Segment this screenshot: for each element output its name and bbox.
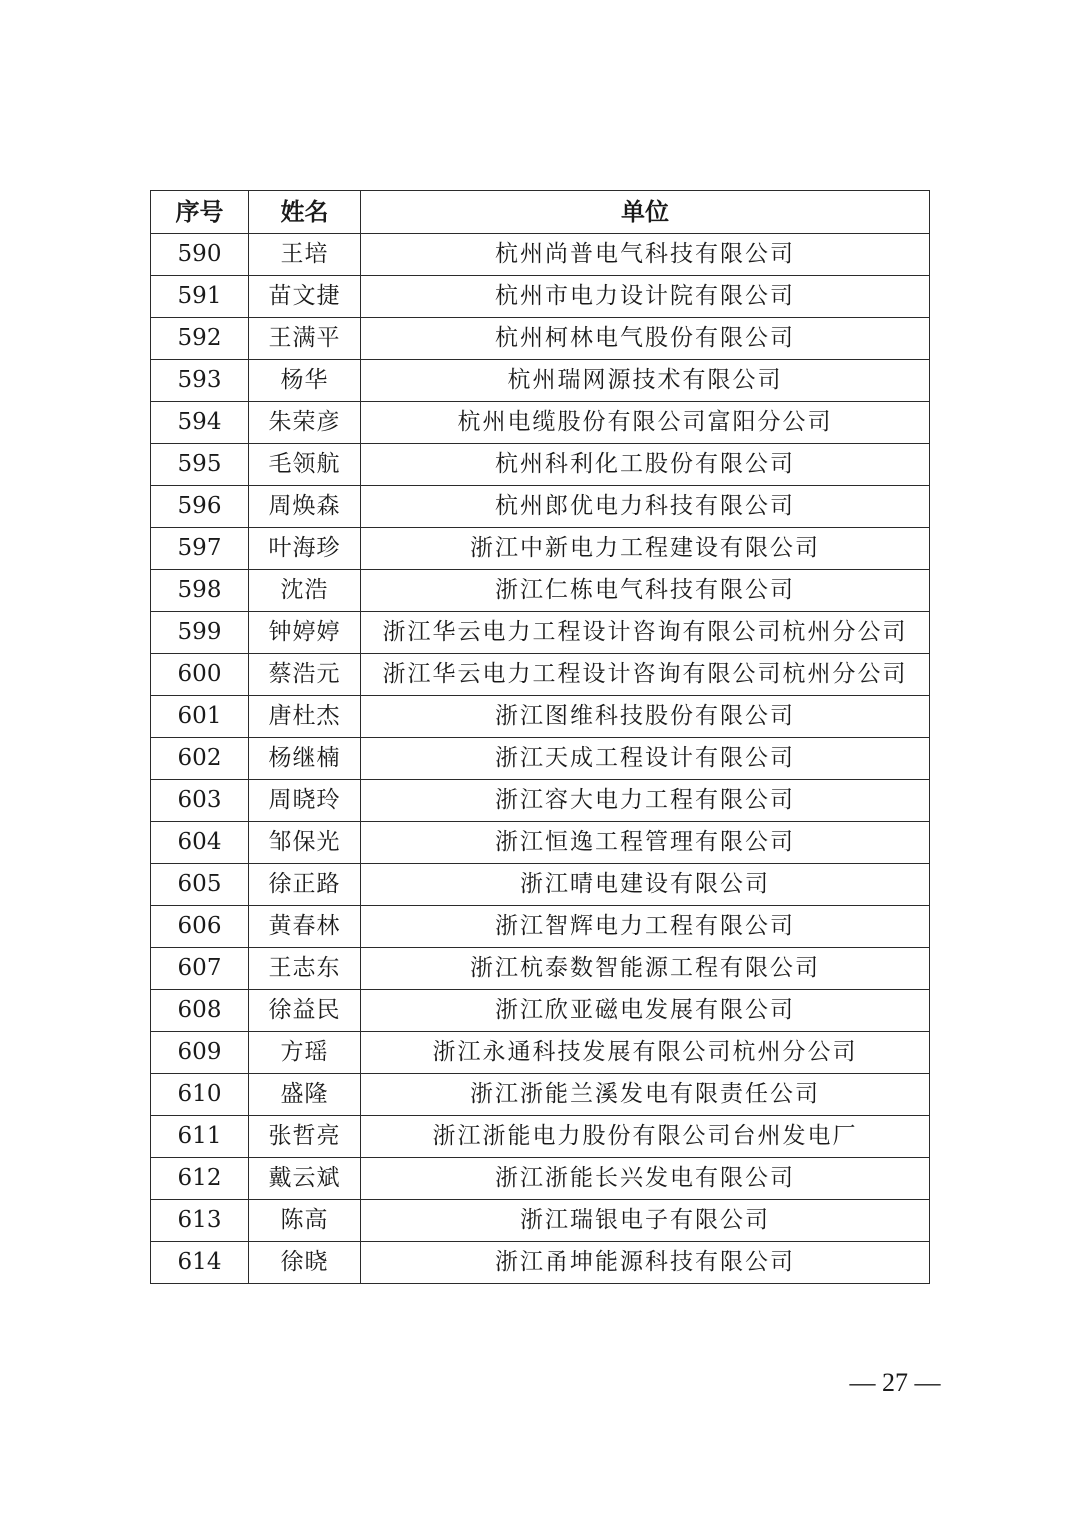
cell-organization: 浙江天成工程设计有限公司	[361, 738, 930, 780]
table-row	[151, 906, 930, 948]
cell-organization: 浙江华云电力工程设计咨询有限公司杭州分公司	[361, 612, 930, 654]
cell-name: 朱荣彦	[249, 402, 361, 444]
cell-organization: 浙江浙能电力股份有限公司台州发电厂	[361, 1116, 930, 1158]
table-row	[151, 318, 930, 360]
cell-organization: 浙江浙能长兴发电有限公司	[361, 1158, 930, 1200]
cell-name: 蔡浩元	[249, 654, 361, 696]
table-body	[151, 234, 930, 1284]
table-row	[151, 654, 930, 696]
cell-number: 591	[151, 276, 249, 318]
table-row	[151, 738, 930, 780]
cell-name: 叶海珍	[249, 528, 361, 570]
cell-number: 590	[151, 234, 249, 276]
header-name: 姓名	[249, 191, 361, 234]
cell-name: 唐杜杰	[249, 696, 361, 738]
cell-number: 610	[151, 1074, 249, 1116]
cell-name: 张哲亮	[249, 1116, 361, 1158]
cell-organization: 浙江中新电力工程建设有限公司	[361, 528, 930, 570]
table-row	[151, 1200, 930, 1242]
cell-name: 方瑶	[249, 1032, 361, 1074]
cell-number: 608	[151, 990, 249, 1032]
cell-organization: 浙江甬坤能源科技有限公司	[361, 1242, 930, 1284]
cell-number: 597	[151, 528, 249, 570]
cell-organization: 浙江欣亚磁电发展有限公司	[361, 990, 930, 1032]
table-row	[151, 444, 930, 486]
cell-name: 周焕森	[249, 486, 361, 528]
table-row	[151, 486, 930, 528]
cell-name: 周晓玲	[249, 780, 361, 822]
table-row	[151, 360, 930, 402]
cell-name: 邹保光	[249, 822, 361, 864]
cell-number: 603	[151, 780, 249, 822]
table-row	[151, 570, 930, 612]
cell-organization: 浙江永通科技发展有限公司杭州分公司	[361, 1032, 930, 1074]
cell-name: 徐晓	[249, 1242, 361, 1284]
cell-name: 苗文捷	[249, 276, 361, 318]
cell-name: 徐益民	[249, 990, 361, 1032]
cell-name: 王满平	[249, 318, 361, 360]
table-row	[151, 402, 930, 444]
cell-number: 596	[151, 486, 249, 528]
cell-number: 599	[151, 612, 249, 654]
cell-number: 607	[151, 948, 249, 990]
roster-table	[150, 190, 930, 1284]
cell-name: 王培	[249, 234, 361, 276]
table-row	[151, 948, 930, 990]
table-row	[151, 1074, 930, 1116]
cell-name: 杨继楠	[249, 738, 361, 780]
cell-organization: 浙江容大电力工程有限公司	[361, 780, 930, 822]
table-header	[151, 191, 930, 234]
cell-organization: 浙江杭泰数智能源工程有限公司	[361, 948, 930, 990]
table-row	[151, 1242, 930, 1284]
table-row	[151, 822, 930, 864]
cell-organization: 杭州尚普电气科技有限公司	[361, 234, 930, 276]
cell-number: 602	[151, 738, 249, 780]
table-row	[151, 234, 930, 276]
cell-number: 593	[151, 360, 249, 402]
cell-name: 沈浩	[249, 570, 361, 612]
cell-number: 606	[151, 906, 249, 948]
table-row	[151, 276, 930, 318]
table-row	[151, 864, 930, 906]
cell-organization: 杭州郎优电力科技有限公司	[361, 486, 930, 528]
cell-organization: 浙江智辉电力工程有限公司	[361, 906, 930, 948]
cell-number: 605	[151, 864, 249, 906]
cell-organization: 浙江恒逸工程管理有限公司	[361, 822, 930, 864]
header-number: 序号	[151, 191, 249, 234]
cell-organization: 杭州电缆股份有限公司富阳分公司	[361, 402, 930, 444]
table-row	[151, 1116, 930, 1158]
cell-name: 钟婷婷	[249, 612, 361, 654]
cell-name: 戴云斌	[249, 1158, 361, 1200]
cell-number: 594	[151, 402, 249, 444]
table-row	[151, 780, 930, 822]
table-row	[151, 612, 930, 654]
cell-organization: 杭州柯林电气股份有限公司	[361, 318, 930, 360]
cell-organization: 浙江仁栋电气科技有限公司	[361, 570, 930, 612]
table-row	[151, 1032, 930, 1074]
cell-name: 盛隆	[249, 1074, 361, 1116]
header-organization: 单位	[361, 191, 930, 234]
cell-number: 611	[151, 1116, 249, 1158]
cell-number: 600	[151, 654, 249, 696]
cell-number: 598	[151, 570, 249, 612]
cell-number: 612	[151, 1158, 249, 1200]
cell-number: 613	[151, 1200, 249, 1242]
cell-organization: 浙江华云电力工程设计咨询有限公司杭州分公司	[361, 654, 930, 696]
cell-organization: 浙江晴电建设有限公司	[361, 864, 930, 906]
table-row	[151, 990, 930, 1032]
page-number: — 27 —	[849, 1368, 941, 1397]
cell-name: 黄春林	[249, 906, 361, 948]
cell-number: 609	[151, 1032, 249, 1074]
cell-organization: 浙江图维科技股份有限公司	[361, 696, 930, 738]
cell-organization: 杭州市电力设计院有限公司	[361, 276, 930, 318]
header-row	[151, 191, 930, 234]
cell-number: 592	[151, 318, 249, 360]
cell-number: 604	[151, 822, 249, 864]
cell-organization: 杭州瑞网源技术有限公司	[361, 360, 930, 402]
cell-name: 杨华	[249, 360, 361, 402]
cell-name: 徐正路	[249, 864, 361, 906]
cell-number: 595	[151, 444, 249, 486]
table-row	[151, 528, 930, 570]
table-row	[151, 1158, 930, 1200]
table-row	[151, 696, 930, 738]
cell-name: 毛领航	[249, 444, 361, 486]
cell-organization: 浙江浙能兰溪发电有限责任公司	[361, 1074, 930, 1116]
cell-name: 陈高	[249, 1200, 361, 1242]
cell-number: 614	[151, 1242, 249, 1284]
cell-name: 王志东	[249, 948, 361, 990]
cell-number: 601	[151, 696, 249, 738]
cell-organization: 浙江瑞银电子有限公司	[361, 1200, 930, 1242]
cell-organization: 杭州科利化工股份有限公司	[361, 444, 930, 486]
